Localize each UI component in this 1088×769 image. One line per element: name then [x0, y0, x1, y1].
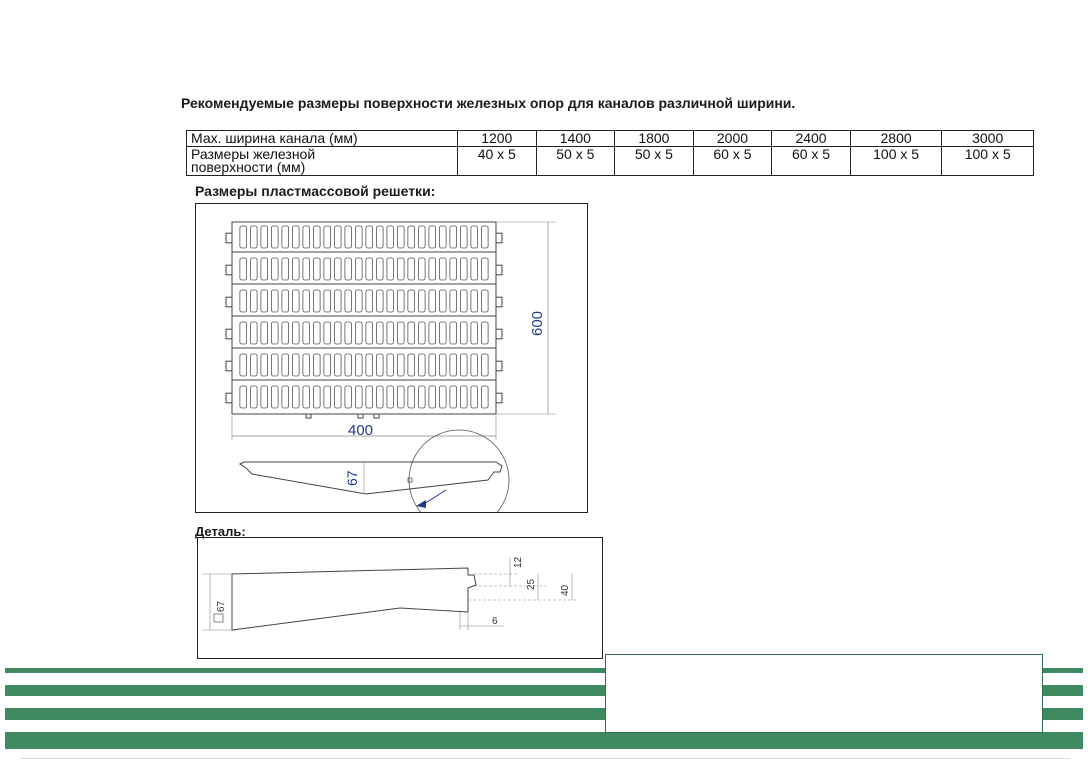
- grid-slot: [240, 226, 247, 248]
- grid-slot: [366, 226, 373, 248]
- grid-slot: [250, 386, 257, 408]
- grid-slot: [439, 258, 446, 280]
- grid-slots: [240, 226, 488, 408]
- table-cell: 100 x 5: [942, 147, 1034, 176]
- grid-slot: [355, 354, 362, 376]
- grid-slot: [261, 226, 268, 248]
- grid-slot: [292, 386, 299, 408]
- grid-slot: [250, 290, 257, 312]
- grid-notch-right: [496, 265, 502, 275]
- grid-slot: [282, 290, 289, 312]
- profile-height-label: 67: [344, 470, 360, 486]
- grid-slot: [439, 386, 446, 408]
- grid-slot: [250, 226, 257, 248]
- grid-slot: [261, 354, 268, 376]
- grid-slot: [450, 290, 457, 312]
- grid-slot: [429, 322, 436, 344]
- table-cell: 3000: [942, 131, 1034, 147]
- grid-slot: [408, 354, 415, 376]
- grid-slot: [345, 226, 352, 248]
- grid-slot: [450, 354, 457, 376]
- grid-slot: [418, 290, 425, 312]
- grid-notch-left: [226, 265, 232, 275]
- grid-slot: [282, 258, 289, 280]
- grid-slot: [418, 354, 425, 376]
- grid-slot: [334, 226, 341, 248]
- detail-total-height-label: 67: [216, 600, 227, 612]
- grid-section-title: Размеры пластмассовой решетки:: [195, 183, 436, 199]
- grid-slot: [303, 386, 310, 408]
- grid-drawing-frame: [195, 203, 588, 513]
- grid-slot: [282, 322, 289, 344]
- grid-slot: [408, 322, 415, 344]
- table-cell: 1800: [615, 131, 694, 147]
- grid-slot: [460, 290, 467, 312]
- grid-slot: [397, 258, 404, 280]
- grid-notch-right: [496, 329, 502, 339]
- grid-slot: [261, 386, 268, 408]
- grid-slot: [240, 386, 247, 408]
- grid-slot: [271, 322, 278, 344]
- grid-slot: [324, 386, 331, 408]
- grid-slot: [240, 290, 247, 312]
- grid-slot: [439, 226, 446, 248]
- grid-slot: [366, 354, 373, 376]
- grid-slot: [292, 322, 299, 344]
- footer-blank-box: [605, 654, 1043, 733]
- grid-slot: [250, 354, 257, 376]
- grid-height-label: 600: [529, 310, 546, 336]
- table-cell: 2800: [850, 131, 942, 147]
- grid-slot: [429, 386, 436, 408]
- grid-slot: [334, 290, 341, 312]
- grid-slot: [376, 386, 383, 408]
- table-cell: 50 x 5: [536, 147, 615, 176]
- grid-slot: [418, 226, 425, 248]
- grid-drawing: [196, 204, 587, 512]
- grid-slot: [345, 258, 352, 280]
- detail-dim-12-label: 12: [513, 556, 524, 568]
- grid-slot: [250, 322, 257, 344]
- grid-slot: [429, 354, 436, 376]
- grid-slot: [481, 290, 488, 312]
- grid-slot: [292, 354, 299, 376]
- grid-slot: [282, 386, 289, 408]
- grid-slot: [324, 226, 331, 248]
- grid-slot: [313, 354, 320, 376]
- grid-slot: [429, 226, 436, 248]
- detail-drawing: [198, 538, 602, 658]
- grid-slot: [271, 290, 278, 312]
- grid-slot: [355, 386, 362, 408]
- grid-slot: [429, 290, 436, 312]
- grid-slot: [418, 258, 425, 280]
- grid-slot: [387, 354, 394, 376]
- grid-width-label: 400: [348, 422, 374, 439]
- grid-slot: [303, 354, 310, 376]
- grid-slot: [282, 226, 289, 248]
- grid-slot: [271, 386, 278, 408]
- row-label-line: Размеры железной: [191, 146, 316, 162]
- grid-slot: [334, 258, 341, 280]
- table-cell: 2000: [693, 131, 772, 147]
- table-cell: 60 x 5: [772, 147, 851, 176]
- grid-slot: [240, 354, 247, 376]
- grid-body: [232, 222, 496, 414]
- grid-slot: [292, 258, 299, 280]
- grid-slot: [429, 258, 436, 280]
- grid-slot: [271, 258, 278, 280]
- page-heading: Рекомендуемые размеры поверхности железных опор для каналов различной ширини.: [181, 95, 796, 111]
- grid-slot: [261, 290, 268, 312]
- grid-slot: [324, 354, 331, 376]
- table-cell: 60 x 5: [693, 147, 772, 176]
- grid-slot: [324, 290, 331, 312]
- grid-slot: [345, 290, 352, 312]
- grid-slot: [397, 290, 404, 312]
- grid-slot: [460, 322, 467, 344]
- grid-notch-left: [226, 361, 232, 371]
- grid-slot: [387, 322, 394, 344]
- grid-slot: [387, 290, 394, 312]
- grid-slot: [240, 258, 247, 280]
- grid-slot: [261, 258, 268, 280]
- grid-slot: [450, 258, 457, 280]
- grid-slot: [313, 258, 320, 280]
- grid-slot: [471, 354, 478, 376]
- row-label-surface-size: [187, 147, 458, 176]
- grid-slot: [303, 322, 310, 344]
- grid-slot: [334, 354, 341, 376]
- grid-slot: [450, 226, 457, 248]
- grid-slot: [408, 386, 415, 408]
- grid-slot: [450, 322, 457, 344]
- detail-section-title: Деталь:: [195, 524, 246, 539]
- grid-slot: [397, 386, 404, 408]
- grid-slot: [376, 226, 383, 248]
- grid-slot: [439, 354, 446, 376]
- grid-notch-right: [496, 393, 502, 403]
- grid-slot: [397, 354, 404, 376]
- grid-slot: [471, 322, 478, 344]
- grid-slot: [387, 226, 394, 248]
- grid-slot: [481, 258, 488, 280]
- grid-slot: [355, 290, 362, 312]
- row-label-line: поверхности (мм): [191, 159, 306, 175]
- grid-slot: [471, 290, 478, 312]
- grid-slot: [366, 290, 373, 312]
- grid-slot: [460, 258, 467, 280]
- grid-slot: [366, 386, 373, 408]
- grid-slot: [366, 258, 373, 280]
- grid-slot: [355, 258, 362, 280]
- grid-slot: [355, 322, 362, 344]
- grid-slot: [387, 258, 394, 280]
- grid-slot: [471, 226, 478, 248]
- grid-slot: [313, 226, 320, 248]
- grid-slot: [345, 386, 352, 408]
- footer-divider: [20, 758, 1070, 759]
- grid-slot: [471, 386, 478, 408]
- row-label-channel-width: Мах. ширина канала (мм): [187, 131, 458, 147]
- table-row: [187, 147, 1034, 176]
- grid-slot: [292, 226, 299, 248]
- grid-slot: [387, 386, 394, 408]
- grid-slot: [271, 226, 278, 248]
- grid-notch-left: [226, 393, 232, 403]
- table-cell: 100 x 5: [850, 147, 942, 176]
- grid-slot: [397, 322, 404, 344]
- grid-slot: [324, 322, 331, 344]
- grid-slot: [366, 322, 373, 344]
- detail-profile: [232, 568, 476, 630]
- table-cell: 50 x 5: [615, 147, 694, 176]
- grid-slot: [313, 290, 320, 312]
- grid-foot: [374, 414, 379, 418]
- grid-notch-left: [226, 297, 232, 307]
- grid-slot: [481, 354, 488, 376]
- grid-slot: [418, 322, 425, 344]
- grid-notch-left: [226, 329, 232, 339]
- grid-notch-left: [226, 233, 232, 243]
- detail-dim-40-label: 40: [560, 584, 571, 596]
- grid-slot: [481, 386, 488, 408]
- grid-profile: [240, 462, 502, 494]
- grid-slot: [397, 226, 404, 248]
- grid-slot: [324, 258, 331, 280]
- grid-slot: [282, 354, 289, 376]
- grid-slot: [460, 226, 467, 248]
- table-cell: 1200: [458, 131, 537, 147]
- grid-slot: [481, 226, 488, 248]
- grid-slot: [408, 226, 415, 248]
- grid-slot: [303, 226, 310, 248]
- detail-arrow-icon: [416, 500, 426, 508]
- grid-slot: [345, 354, 352, 376]
- grid-slot: [376, 290, 383, 312]
- grid-slot: [450, 386, 457, 408]
- grid-slot: [334, 322, 341, 344]
- grid-slot: [418, 386, 425, 408]
- grid-slot: [271, 354, 278, 376]
- channel-size-table: [186, 130, 1034, 176]
- detail-dim-25-label: 25: [526, 578, 537, 590]
- grid-slot: [376, 258, 383, 280]
- grid-slot: [408, 290, 415, 312]
- grid-slot: [261, 322, 268, 344]
- grid-slot: [439, 290, 446, 312]
- table-cell: 2400: [772, 131, 851, 147]
- grid-notch-right: [496, 233, 502, 243]
- detail-callout-leader: [424, 490, 446, 504]
- grid-slot: [240, 322, 247, 344]
- grid-slot: [313, 322, 320, 344]
- grid-slot: [303, 258, 310, 280]
- grid-notch-right: [496, 361, 502, 371]
- grid-slot: [355, 226, 362, 248]
- grid-slot: [408, 258, 415, 280]
- grid-foot: [358, 414, 363, 418]
- grid-slot: [292, 290, 299, 312]
- grid-slot: [334, 386, 341, 408]
- grid-slot: [303, 290, 310, 312]
- grid-slot: [471, 258, 478, 280]
- grid-slot: [481, 322, 488, 344]
- grid-slot: [313, 386, 320, 408]
- table-cell: 1400: [536, 131, 615, 147]
- table-row: [187, 131, 1034, 147]
- grid-slot: [250, 258, 257, 280]
- table-cell: 40 x 5: [458, 147, 537, 176]
- footer-stripe: [5, 732, 1083, 749]
- grid-slot: [376, 354, 383, 376]
- grid-slot: [460, 386, 467, 408]
- grid-slot: [345, 322, 352, 344]
- detail-callout-circle: [409, 430, 509, 512]
- grid-slot: [376, 322, 383, 344]
- grid-slot: [439, 322, 446, 344]
- grid-notch-right: [496, 297, 502, 307]
- detail-offset-label: 6: [492, 616, 498, 627]
- grid-slot: [460, 354, 467, 376]
- detail-drawing-frame: [197, 537, 603, 659]
- detail-mark: [214, 614, 223, 622]
- grid-foot: [306, 414, 311, 418]
